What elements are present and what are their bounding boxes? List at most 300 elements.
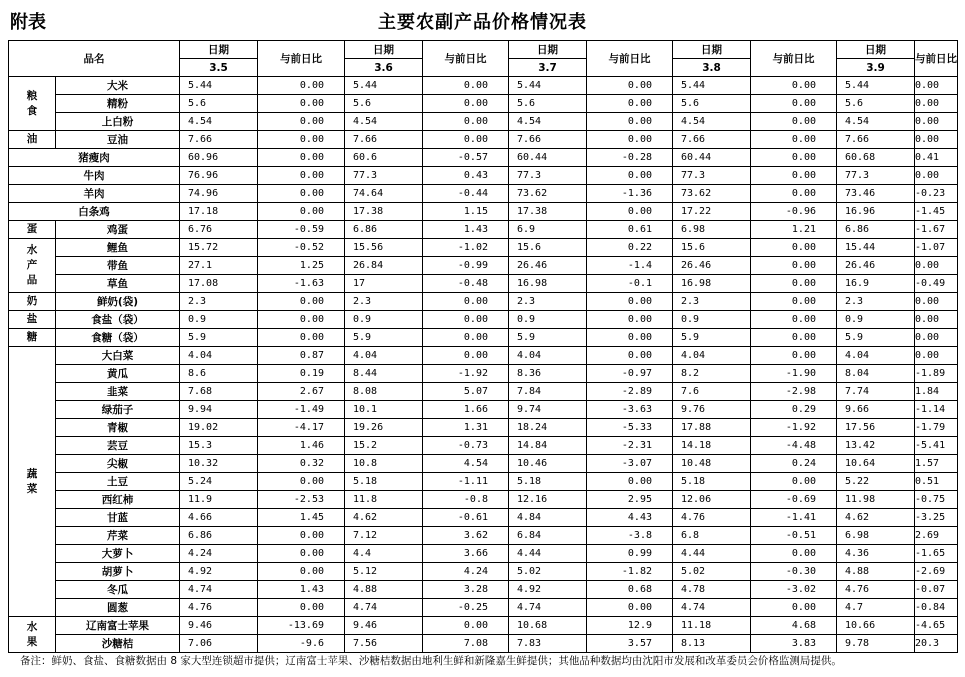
- date-value: 3.7: [509, 59, 587, 77]
- change-cell: 0.00: [587, 77, 673, 95]
- price-cell: 19.26: [345, 419, 423, 437]
- price-cell: 11.9: [180, 491, 258, 509]
- change-cell: -3.25: [915, 509, 958, 527]
- price-cell: 4.36: [837, 545, 915, 563]
- change-cell: 20.3: [915, 635, 958, 653]
- category-cell: 糖: [9, 329, 56, 347]
- item-name: 白条鸡: [9, 203, 180, 221]
- category-cell: 水产品: [9, 239, 56, 293]
- change-header: 与前日比: [258, 41, 345, 77]
- change-cell: -0.48: [423, 275, 509, 293]
- price-cell: 4.74: [673, 599, 751, 617]
- change-cell: 0.00: [751, 95, 837, 113]
- table-row: [9, 419, 958, 437]
- item-name: 尖椒: [56, 455, 180, 473]
- change-cell: 0.00: [915, 95, 958, 113]
- table-row: [9, 545, 958, 563]
- table-row: [9, 563, 958, 581]
- change-cell: -1.41: [751, 509, 837, 527]
- price-cell: 17.38: [345, 203, 423, 221]
- price-cell: 5.22: [837, 473, 915, 491]
- price-cell: 8.13: [673, 635, 751, 653]
- change-cell: 0.00: [423, 293, 509, 311]
- change-cell: 0.00: [258, 113, 345, 131]
- change-cell: -9.6: [258, 635, 345, 653]
- price-cell: 5.6: [345, 95, 423, 113]
- table-row: [9, 455, 958, 473]
- table-row: [9, 347, 958, 365]
- price-cell: 10.66: [837, 617, 915, 635]
- table-row: [9, 509, 958, 527]
- change-cell: 4.68: [751, 617, 837, 635]
- price-cell: 4.76: [180, 599, 258, 617]
- change-cell: 3.28: [423, 581, 509, 599]
- change-cell: -0.61: [423, 509, 509, 527]
- change-cell: -13.69: [258, 617, 345, 635]
- change-cell: 0.00: [423, 311, 509, 329]
- change-cell: 7.08: [423, 635, 509, 653]
- item-name: 带鱼: [56, 257, 180, 275]
- price-cell: 5.24: [180, 473, 258, 491]
- change-cell: 2.95: [587, 491, 673, 509]
- price-cell: 73.62: [509, 185, 587, 203]
- change-cell: -0.44: [423, 185, 509, 203]
- table-row: [9, 131, 958, 149]
- change-cell: -1.07: [915, 239, 958, 257]
- price-cell: 2.3: [180, 293, 258, 311]
- item-name: 绿茄子: [56, 401, 180, 419]
- change-cell: -0.25: [423, 599, 509, 617]
- change-cell: 1.21: [751, 221, 837, 239]
- change-cell: 0.19: [258, 365, 345, 383]
- price-cell: 4.24: [180, 545, 258, 563]
- change-cell: 0.99: [587, 545, 673, 563]
- price-cell: 4.84: [509, 509, 587, 527]
- item-name: 猪瘦肉: [9, 149, 180, 167]
- price-cell: 11.98: [837, 491, 915, 509]
- category-cell: 油: [9, 131, 56, 149]
- price-cell: 4.62: [345, 509, 423, 527]
- change-cell: 0.00: [587, 599, 673, 617]
- change-cell: 0.00: [751, 599, 837, 617]
- change-cell: 1.43: [423, 221, 509, 239]
- price-cell: 8.44: [345, 365, 423, 383]
- price-cell: 17.08: [180, 275, 258, 293]
- item-name: 大萝卜: [56, 545, 180, 563]
- price-cell: 5.9: [509, 329, 587, 347]
- change-cell: -0.8: [423, 491, 509, 509]
- change-cell: 0.00: [915, 167, 958, 185]
- change-cell: 0.00: [258, 293, 345, 311]
- item-name: 鲜奶(袋): [56, 293, 180, 311]
- change-cell: -0.1: [587, 275, 673, 293]
- price-cell: 4.04: [837, 347, 915, 365]
- item-name: 大米: [56, 77, 180, 95]
- price-cell: 0.9: [180, 311, 258, 329]
- price-cell: 12.06: [673, 491, 751, 509]
- category-cell: 奶: [9, 293, 56, 311]
- change-cell: -1.92: [423, 365, 509, 383]
- price-cell: 2.3: [837, 293, 915, 311]
- item-name: 鸡蛋: [56, 221, 180, 239]
- item-name: 黄瓜: [56, 365, 180, 383]
- change-cell: 0.00: [258, 185, 345, 203]
- price-cell: 4.54: [673, 113, 751, 131]
- change-cell: 1.84: [915, 383, 958, 401]
- change-cell: 0.00: [751, 131, 837, 149]
- table-row: [9, 257, 958, 275]
- price-cell: 9.76: [673, 401, 751, 419]
- change-cell: -2.69: [915, 563, 958, 581]
- change-cell: -0.23: [915, 185, 958, 203]
- change-cell: 0.00: [258, 311, 345, 329]
- table-row: [9, 437, 958, 455]
- change-cell: 0.00: [587, 329, 673, 347]
- change-cell: -1.63: [258, 275, 345, 293]
- price-cell: 60.96: [180, 149, 258, 167]
- change-cell: -1.82: [587, 563, 673, 581]
- price-cell: 4.44: [509, 545, 587, 563]
- price-cell: 9.66: [837, 401, 915, 419]
- name-header: 品名: [9, 41, 180, 77]
- change-cell: -0.52: [258, 239, 345, 257]
- price-cell: 5.6: [837, 95, 915, 113]
- change-cell: -0.57: [423, 149, 509, 167]
- price-cell: 5.44: [673, 77, 751, 95]
- item-name: 羊肉: [9, 185, 180, 203]
- change-cell: -1.67: [915, 221, 958, 239]
- price-cell: 16.98: [673, 275, 751, 293]
- price-cell: 5.44: [509, 77, 587, 95]
- change-cell: 1.25: [258, 257, 345, 275]
- change-cell: -3.8: [587, 527, 673, 545]
- table-body: [9, 77, 958, 653]
- change-cell: 0.00: [258, 329, 345, 347]
- change-cell: 0.00: [423, 77, 509, 95]
- price-cell: 26.46: [509, 257, 587, 275]
- change-header: 与前日比: [751, 41, 837, 77]
- price-cell: 5.9: [180, 329, 258, 347]
- item-name: 辽南富士苹果: [56, 617, 180, 635]
- change-header: 与前日比: [587, 41, 673, 77]
- change-cell: 0.00: [587, 293, 673, 311]
- table-row: [9, 149, 958, 167]
- price-cell: 4.04: [345, 347, 423, 365]
- price-cell: 5.02: [509, 563, 587, 581]
- price-cell: 16.96: [837, 203, 915, 221]
- price-cell: 73.46: [837, 185, 915, 203]
- change-cell: 0.00: [423, 347, 509, 365]
- change-cell: 0.00: [423, 329, 509, 347]
- price-cell: 7.74: [837, 383, 915, 401]
- price-cell: 14.84: [509, 437, 587, 455]
- change-cell: 0.00: [587, 347, 673, 365]
- item-name: 圆葱: [56, 599, 180, 617]
- price-cell: 4.74: [345, 599, 423, 617]
- price-cell: 8.2: [673, 365, 751, 383]
- change-cell: 0.00: [751, 545, 837, 563]
- change-cell: -1.36: [587, 185, 673, 203]
- item-name: 鲤鱼: [56, 239, 180, 257]
- price-table: [8, 40, 958, 653]
- table-row: [9, 311, 958, 329]
- price-cell: 6.86: [345, 221, 423, 239]
- change-cell: 0.00: [915, 329, 958, 347]
- change-cell: -3.07: [587, 455, 673, 473]
- category-cell: 水果: [9, 617, 56, 653]
- change-cell: 0.00: [258, 527, 345, 545]
- change-cell: -1.90: [751, 365, 837, 383]
- price-cell: 4.04: [673, 347, 751, 365]
- table-row: [9, 329, 958, 347]
- item-name: 土豆: [56, 473, 180, 491]
- change-cell: 1.57: [915, 455, 958, 473]
- price-cell: 15.6: [673, 239, 751, 257]
- price-cell: 4.54: [837, 113, 915, 131]
- price-cell: 9.46: [345, 617, 423, 635]
- change-cell: -1.89: [915, 365, 958, 383]
- table-row: [9, 167, 958, 185]
- date-value: 3.5: [180, 59, 258, 77]
- price-cell: 4.04: [180, 347, 258, 365]
- price-cell: 4.7: [837, 599, 915, 617]
- change-cell: 0.00: [587, 473, 673, 491]
- price-cell: 4.4: [345, 545, 423, 563]
- change-cell: 0.00: [751, 329, 837, 347]
- change-cell: -4.65: [915, 617, 958, 635]
- date-header: 日期: [180, 41, 258, 59]
- change-cell: 0.00: [258, 167, 345, 185]
- price-cell: 10.48: [673, 455, 751, 473]
- change-cell: -5.41: [915, 437, 958, 455]
- price-cell: 7.66: [180, 131, 258, 149]
- change-cell: -0.73: [423, 437, 509, 455]
- price-cell: 77.3: [673, 167, 751, 185]
- change-cell: 0.00: [258, 599, 345, 617]
- price-cell: 60.44: [673, 149, 751, 167]
- change-cell: 0.00: [258, 203, 345, 221]
- price-cell: 2.3: [509, 293, 587, 311]
- price-cell: 4.92: [180, 563, 258, 581]
- change-cell: 3.62: [423, 527, 509, 545]
- change-cell: -1.79: [915, 419, 958, 437]
- price-cell: 4.88: [345, 581, 423, 599]
- price-cell: 8.36: [509, 365, 587, 383]
- change-header: 与前日比: [423, 41, 509, 77]
- change-cell: -0.96: [751, 203, 837, 221]
- change-cell: 3.83: [751, 635, 837, 653]
- table-row: [9, 383, 958, 401]
- item-name: 沙糖桔: [56, 635, 180, 653]
- price-cell: 15.72: [180, 239, 258, 257]
- change-cell: 0.22: [587, 239, 673, 257]
- change-cell: -2.98: [751, 383, 837, 401]
- change-cell: 0.00: [751, 473, 837, 491]
- price-cell: 9.74: [509, 401, 587, 419]
- table-row: [9, 401, 958, 419]
- item-name: 芹菜: [56, 527, 180, 545]
- price-cell: 11.18: [673, 617, 751, 635]
- change-cell: 0.00: [751, 77, 837, 95]
- price-cell: 5.18: [345, 473, 423, 491]
- category-cell: 蛋: [9, 221, 56, 239]
- price-cell: 77.3: [837, 167, 915, 185]
- change-cell: -1.92: [751, 419, 837, 437]
- price-cell: 5.18: [673, 473, 751, 491]
- header-row-1: [9, 41, 958, 59]
- change-cell: 0.00: [587, 203, 673, 221]
- price-cell: 15.3: [180, 437, 258, 455]
- price-cell: 16.9: [837, 275, 915, 293]
- price-cell: 4.54: [180, 113, 258, 131]
- change-cell: -5.33: [587, 419, 673, 437]
- page-title: 主要农副产品价格情况表: [378, 12, 587, 33]
- change-cell: -1.4: [587, 257, 673, 275]
- item-name: 冬瓜: [56, 581, 180, 599]
- change-cell: 0.00: [751, 275, 837, 293]
- change-cell: 0.00: [751, 167, 837, 185]
- change-cell: 0.00: [915, 77, 958, 95]
- table-row: [9, 491, 958, 509]
- price-cell: 16.98: [509, 275, 587, 293]
- price-cell: 8.04: [837, 365, 915, 383]
- price-cell: 15.56: [345, 239, 423, 257]
- price-cell: 4.62: [837, 509, 915, 527]
- change-cell: 0.00: [258, 149, 345, 167]
- change-cell: 4.24: [423, 563, 509, 581]
- price-cell: 73.62: [673, 185, 751, 203]
- table-row: [9, 617, 958, 635]
- table-row: [9, 293, 958, 311]
- change-cell: -0.51: [751, 527, 837, 545]
- change-cell: -3.63: [587, 401, 673, 419]
- price-cell: 2.3: [673, 293, 751, 311]
- table-row: [9, 221, 958, 239]
- price-cell: 12.16: [509, 491, 587, 509]
- change-cell: 0.00: [751, 257, 837, 275]
- table-row: [9, 77, 958, 95]
- price-cell: 4.54: [509, 113, 587, 131]
- price-cell: 17.18: [180, 203, 258, 221]
- item-name: 西红柿: [56, 491, 180, 509]
- price-cell: 7.66: [345, 131, 423, 149]
- price-cell: 74.96: [180, 185, 258, 203]
- change-cell: -2.53: [258, 491, 345, 509]
- table-row: [9, 239, 958, 257]
- price-cell: 17.56: [837, 419, 915, 437]
- change-cell: 0.00: [258, 563, 345, 581]
- change-cell: 0.00: [915, 347, 958, 365]
- price-cell: 0.9: [509, 311, 587, 329]
- change-cell: 0.00: [751, 293, 837, 311]
- item-name: 芸豆: [56, 437, 180, 455]
- change-cell: 1.31: [423, 419, 509, 437]
- change-cell: 0.00: [751, 311, 837, 329]
- date-header: 日期: [837, 41, 915, 59]
- price-cell: 4.88: [837, 563, 915, 581]
- price-cell: 17.38: [509, 203, 587, 221]
- price-cell: 0.9: [673, 311, 751, 329]
- change-cell: 4.43: [587, 509, 673, 527]
- change-cell: 0.00: [587, 131, 673, 149]
- price-cell: 13.42: [837, 437, 915, 455]
- change-cell: 2.69: [915, 527, 958, 545]
- table-row: [9, 635, 958, 653]
- price-cell: 8.08: [345, 383, 423, 401]
- price-cell: 18.24: [509, 419, 587, 437]
- change-cell: -1.49: [258, 401, 345, 419]
- price-cell: 6.8: [673, 527, 751, 545]
- change-cell: 0.00: [751, 113, 837, 131]
- change-cell: -1.65: [915, 545, 958, 563]
- change-cell: 0.00: [751, 149, 837, 167]
- price-cell: 9.46: [180, 617, 258, 635]
- table-row: [9, 581, 958, 599]
- change-cell: -0.99: [423, 257, 509, 275]
- price-cell: 7.6: [673, 383, 751, 401]
- price-cell: 2.3: [345, 293, 423, 311]
- change-cell: -0.75: [915, 491, 958, 509]
- price-cell: 15.44: [837, 239, 915, 257]
- table-row: [9, 203, 958, 221]
- change-cell: -3.02: [751, 581, 837, 599]
- change-cell: 0.32: [258, 455, 345, 473]
- price-cell: 4.76: [673, 509, 751, 527]
- price-cell: 7.66: [509, 131, 587, 149]
- price-cell: 5.6: [509, 95, 587, 113]
- price-cell: 9.78: [837, 635, 915, 653]
- price-cell: 5.9: [345, 329, 423, 347]
- change-cell: -0.07: [915, 581, 958, 599]
- change-cell: 0.00: [423, 95, 509, 113]
- change-header: 与前日比: [915, 41, 958, 77]
- price-cell: 15.2: [345, 437, 423, 455]
- price-cell: 5.18: [509, 473, 587, 491]
- change-cell: -1.45: [915, 203, 958, 221]
- price-cell: 60.44: [509, 149, 587, 167]
- price-cell: 19.02: [180, 419, 258, 437]
- change-cell: 1.45: [258, 509, 345, 527]
- change-cell: -1.14: [915, 401, 958, 419]
- table-row: [9, 275, 958, 293]
- change-cell: 0.51: [915, 473, 958, 491]
- price-cell: 7.84: [509, 383, 587, 401]
- change-cell: 0.00: [258, 131, 345, 149]
- change-cell: 0.00: [423, 113, 509, 131]
- price-cell: 4.74: [180, 581, 258, 599]
- price-cell: 5.12: [345, 563, 423, 581]
- change-cell: -0.97: [587, 365, 673, 383]
- change-cell: -1.11: [423, 473, 509, 491]
- table-row: [9, 185, 958, 203]
- item-name: 精粉: [56, 95, 180, 113]
- price-cell: 0.9: [345, 311, 423, 329]
- change-cell: 0.29: [751, 401, 837, 419]
- change-cell: 0.00: [915, 257, 958, 275]
- date-value: 3.8: [673, 59, 751, 77]
- price-cell: 5.02: [673, 563, 751, 581]
- item-name: 大白菜: [56, 347, 180, 365]
- category-cell: 盐: [9, 311, 56, 329]
- price-cell: 7.83: [509, 635, 587, 653]
- change-cell: 0.00: [423, 131, 509, 149]
- appendix-label: 附表: [10, 12, 46, 33]
- table-row: [9, 95, 958, 113]
- price-cell: 4.54: [345, 113, 423, 131]
- price-cell: 6.86: [180, 527, 258, 545]
- change-cell: 0.00: [915, 131, 958, 149]
- item-name: 食糖（袋）: [56, 329, 180, 347]
